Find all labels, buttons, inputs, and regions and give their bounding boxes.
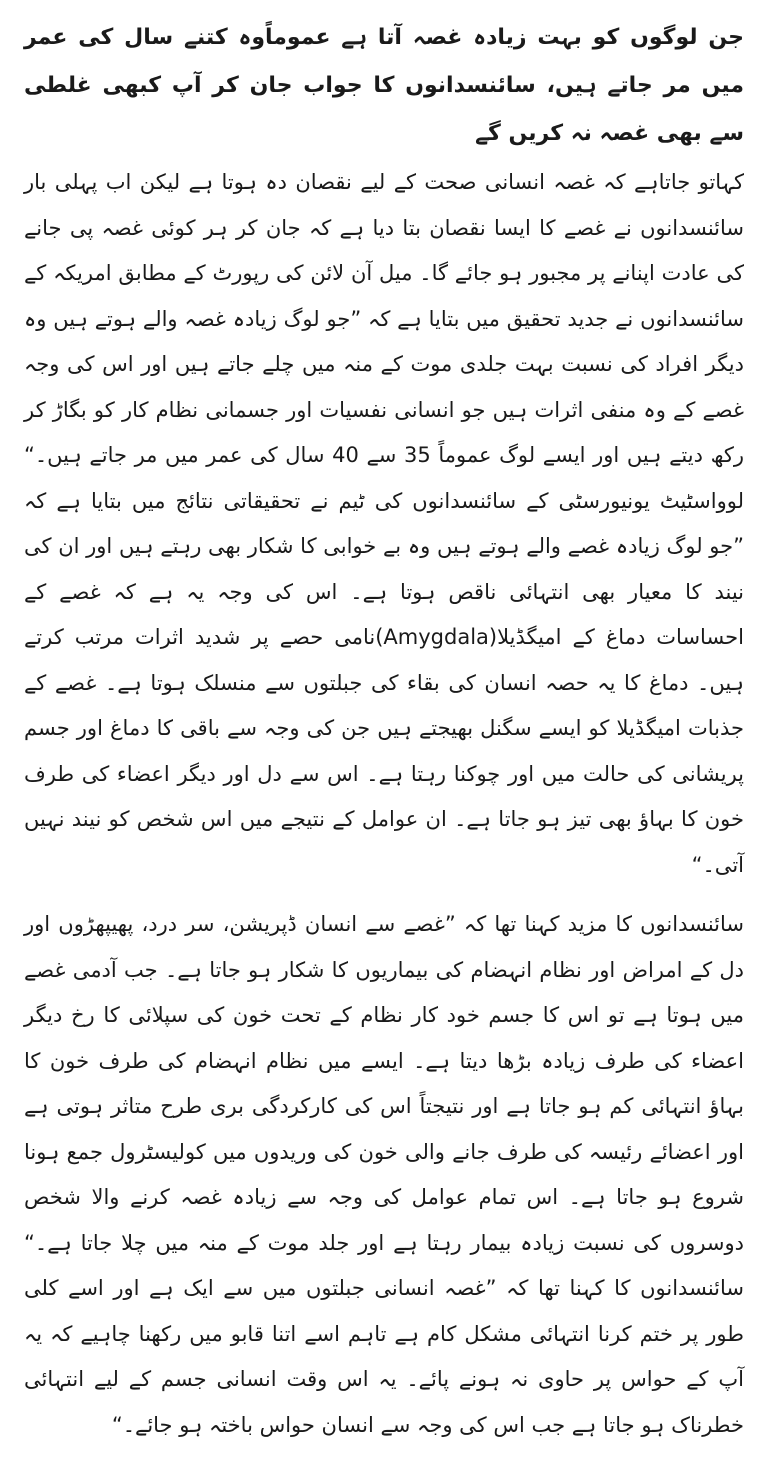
- article-headline: جن لوگوں کو بہت زیادہ غصہ آتا ہے عموماًوہ کتنے سال کی عمر میں مر جاتے ہیں، سائنسدانوں کا جواب جان کر آپ کبھی غلطی سے بھی غصہ نہ کریں گے: [24, 25, 744, 146]
- amygdala-term: (Amygdala): [375, 625, 498, 649]
- paragraph-1-text-after: نامی حصے پر شدید اثرات مرتب کرتے ہیں۔ دماغ کا یہ حصہ انسان کی بقاء کی جبلتوں سے منسلک ہوتا ہے۔ غصے کے جذبات امیگڈیلا کو ایسے سگنل بھیجتے ہیں جن کی وجہ سے باقی کا دماغ اور جسم پریشانی کی حالت میں اور چوکنا رہتا ہے۔ اس سے دل اور دیگر اعضاء کی طرف خون کا بہاؤ بھی تیز ہو جاتا ہے۔ ان عوامل کے نتیجے میں اس شخص کو نیند نہیں آتی۔“: [24, 625, 744, 877]
- article-paragraph-2: [24, 902, 744, 1448]
- paragraph-2-text: سائنسدانوں کا مزید کہنا تھا کہ ”غصے سے انسان ڈپریشن، سر درد، پھیپھڑوں اور دل کے امراض اور نظام انہضام کی بیماریوں کا شکار ہو جاتا ہے۔ جب آدمی غصے میں ہوتا ہے تو اس کا جسم خود کار نظام کے تحت خون کی سپلائی کا رخ دیگر اعضاء کی طرف زیادہ بڑھا دیتا ہے۔ ایسے میں نظام انہضام کی طرف خون کا بہاؤ انتہائی کم ہو جاتا ہے اور نتیجتاً اس کی کارکردگی بری طرح متاثر ہوتی ہے اور اعضائے رئیسہ کی طرف جانے والی خون کی وریدوں میں کولیسٹرول جمع ہونا شروع ہو جاتا ہے۔ اس تمام عوامل کی وجہ سے زیادہ غصہ کرنے والا شخص دوسروں کی نسبت زیادہ بیمار رہتا ہے اور جلد موت کے منہ میں چلا جاتا ہے۔“ سائنسدانوں کا کہنا تھا کہ ”غصہ انسانی جبلتوں میں سے ایک ہے اور اسے کلی طور پر ختم کرنا انتہائی مشکل کام ہے تاہم اسے اتنا قابو میں رکھنا چاہیے کہ یہ آپ کے حواس پر حاوی نہ ہونے پائے۔ یہ اس وقت انسانی جسم کے لیے انتہائی خطرناک ہو جاتا ہے جب اس کی وجہ سے انسان حواس باختہ ہو جائے۔“: [24, 912, 744, 1437]
- paragraph-1-text: کہاتو جاتاہے کہ غصہ انسانی صحت کے لیے نقصان دہ ہوتا ہے لیکن اب پہلی بار سائنسدانوں نے غصے کا ایسا نقصان بتا دیا ہے کہ جان کر ہر کوئی غصہ پی جانے کی عادت اپنانے پر مجبور ہو جائے گا۔ میل آن لائن کی رپورٹ کے مطابق امریکہ کے سائنسدانوں نے جدید تحقیق میں بتایا ہے کہ ”جو لوگ زیادہ غصہ والے ہوتے ہیں وہ دیگر افراد کی نسبت بہت جلدی موت کے منہ میں چلے جاتے ہیں اور اس کی وجہ غصے کے وہ منفی اثرات ہیں جو انسانی نفسیات اور جسمانی نظام کار کو بگاڑ کر رکھ دیتے ہیں اور ایسے لوگ عموماً 35 سے 40 سال کی عمر میں مر جاتے ہیں۔“ لوواسٹیٹ یونیورسٹی کے سائنسدانوں کی ٹیم نے تحقیقاتی نتائج میں بتایا ہے کہ ”جو لوگ زیادہ غصے والے ہوتے ہیں وہ بے خوابی کا شکار بھی رہتے ہیں اور ان کی نیند کا معیار بھی انتہائی ناقص ہوتا ہے۔ اس کی وجہ یہ ہے کہ غصے کے احساسات دماغ کے امیگڈیلا: [24, 170, 744, 649]
- article-paragraph-1: [24, 160, 744, 888]
